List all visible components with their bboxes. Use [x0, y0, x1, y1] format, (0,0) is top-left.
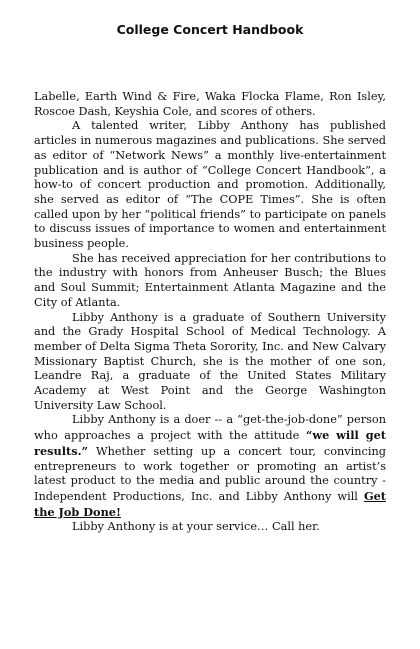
paragraph-doer — [34, 413, 386, 520]
get-the-job-done-emphasis: Get the Job Done! — [34, 488, 386, 519]
body-text — [34, 90, 386, 535]
paragraph-honors: She has received appreciation for her contributions to the industry with honors from Anheuser Busch; the Blues and Soul Summit; Entertainment Atlanta Magazine and the City of Atlanta. — [34, 251, 386, 309]
paragraph-writer: A talented writer, Libby Anthony has published articles in numerous magazines and publications. She served as editor of “Network News” a monthly live-entertainment publication and is author of “College Concert Handbook”, a how-to of concert production and promotion. Additionally, she served as editor of “The COPE Times”. She is often called upon by her “political friends” to participate on panels to discuss issues of importance to women and entertainment business people. — [34, 119, 386, 251]
paragraph-service: Libby Anthony is at your service… Call her. — [72, 520, 320, 534]
paragraph-continuation: Labelle, Earth Wind & Fire, Waka Flocka Flame, Ron Isley, Roscoe Dash, Keyshia Cole, and scores of others. — [34, 90, 386, 118]
doer-text-middle: Whether setting up a concert tour, convincing entrepreneurs to work together or promoting an artist’s latest product to the media and public around the country - Independent Productions, Inc. and Libby Anthony will — [34, 444, 386, 503]
page-header-title: College Concert Handbook — [116, 22, 304, 37]
paragraph-education: Libby Anthony is a graduate of Southern University and the Grady Hospital School of Medical Technology. A member of Delta Sigma Theta Sorority, Inc. and New Calvary Missionary Baptist Church, she is the mother of one son, Leandre Raj, a graduate of the United States Military Academy at West Point and the George Washington University Law School. — [34, 310, 386, 412]
we-will-get-results-emphasis: “we will get results.” — [34, 428, 386, 458]
doer-text-start: Libby Anthony is a doer -- a “get-the-job-done” person who approaches a project with the attitude — [34, 413, 386, 443]
